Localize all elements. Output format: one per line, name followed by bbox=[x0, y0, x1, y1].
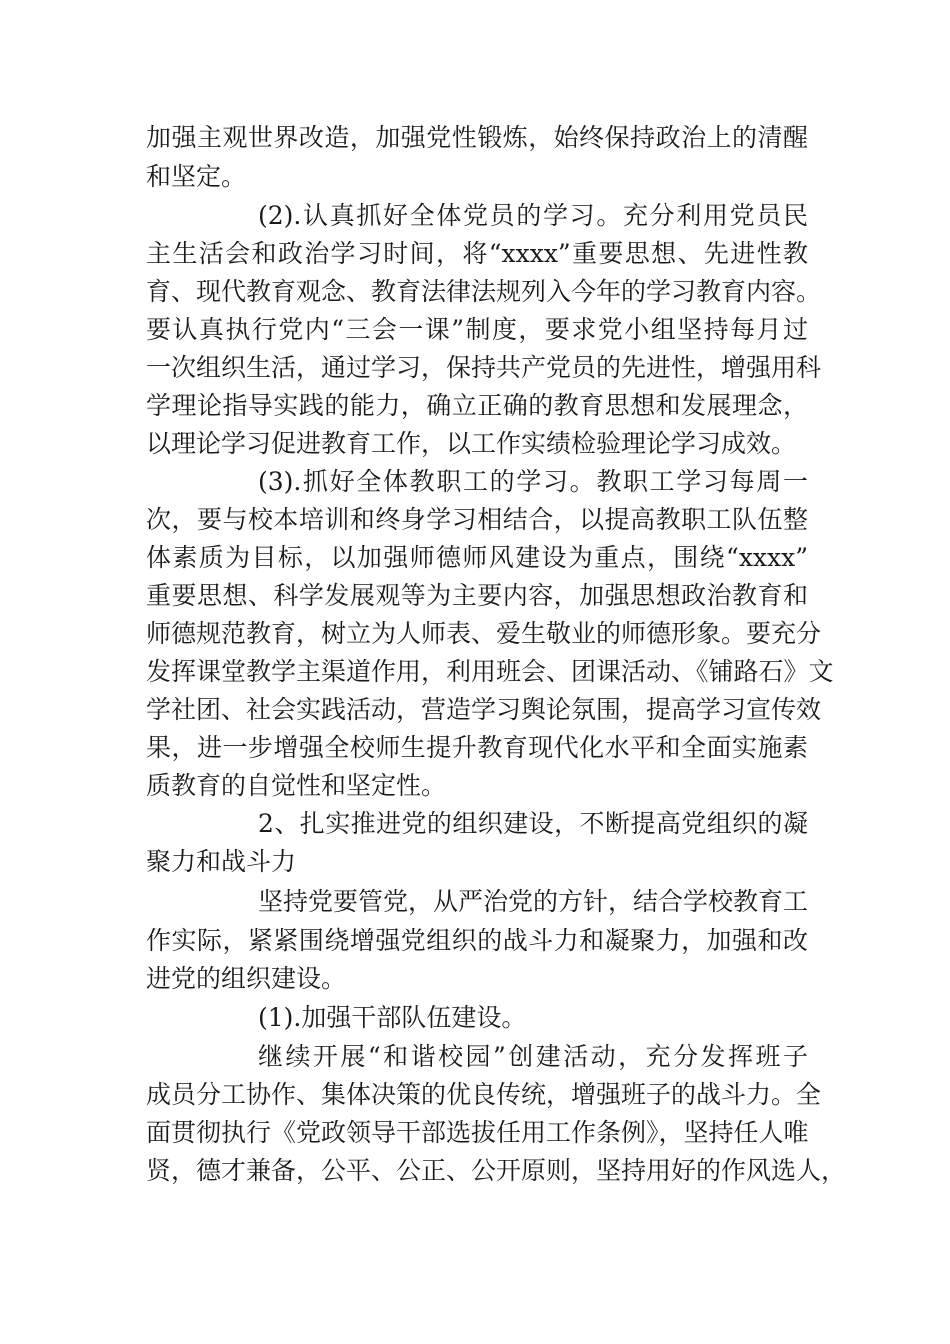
text-line: 和坚定。 bbox=[146, 162, 247, 191]
text-line: 重要思想、科学发展观等为主要内容，加强思想政治教育和 bbox=[146, 581, 808, 610]
paragraph-heading: (2).认真抓好全体党员的学习。充分利用党员民 bbox=[258, 201, 808, 230]
text-line: 要认真执行党内“三会一课”制度，要求党小组坚持每月过 bbox=[146, 315, 808, 344]
paragraph-start: 坚持党要管党，从严治党的方针，结合学校教育工 bbox=[258, 887, 809, 916]
section-heading: 2、扎实推进党的组织建设，不断提高党组织的凝 bbox=[258, 809, 808, 838]
text-line: 发挥课堂教学主渠道作用，利用班会、团课活动、《铺路石》文 bbox=[146, 657, 834, 686]
text-line: 师德规范教育，树立为人师表、爱生敬业的师德形象。要充分 bbox=[146, 619, 822, 648]
section-heading-continuation: 聚力和战斗力 bbox=[146, 847, 297, 876]
text-line: 学理论指导实践的能力，确立正确的教育思想和发展理念， bbox=[146, 391, 808, 420]
text-line: 面贯彻执行《党政领导干部选拔任用工作条例》，坚持任人唯 bbox=[146, 1118, 809, 1147]
text-line: 以理论学习促进教育工作，以工作实绩检验理论学习成效。 bbox=[146, 429, 797, 458]
text-line: 果，进一步增强全校师生提升教育现代化水平和全面实施素 bbox=[146, 733, 808, 762]
text-line: 次，要与校本培训和终身学习相结合，以提高教职工队伍整 bbox=[146, 505, 808, 534]
text-line: 进党的组织建设。 bbox=[146, 964, 347, 993]
text-line: 育、现代教育观念、教育法律法规列入今年的学习教育内容。 bbox=[146, 277, 822, 306]
paragraph-heading: (3).抓好全体教职工的学习。教职工学习每周一 bbox=[258, 467, 808, 496]
text-line: 加强主观世界改造，加强党性锻炼，始终保持政治上的清醒 bbox=[146, 123, 808, 152]
paragraph-start: 继续开展“和谐校园”创建活动，充分发挥班子 bbox=[258, 1042, 808, 1071]
text-line: 一次组织生活，通过学习，保持共产党员的先进性，增强用科 bbox=[146, 353, 822, 382]
paragraph-heading: (1).加强干部队伍建设。 bbox=[258, 1003, 527, 1032]
text-line: 主生活会和政治学习时间，将“xxxx”重要思想、先进性教 bbox=[146, 239, 808, 268]
text-line: 学社团、社会实践活动，营造学习舆论氛围，提高学习宣传效 bbox=[146, 695, 822, 724]
text-line: 成员分工协作、集体决策的优良传统，增强班子的战斗力。全 bbox=[146, 1080, 822, 1109]
text-line: 质教育的自觉性和坚定性。 bbox=[146, 771, 447, 800]
text-line: 作实际，紧紧围绕增强党组织的战斗力和凝聚力，加强和改 bbox=[146, 926, 808, 955]
text-line: 贤，德才兼备，公平、公正、公开原则，坚持用好的作风选人， bbox=[146, 1156, 847, 1185]
text-line: 体素质为目标，以加强师德师风建设为重点，围绕“xxxx” bbox=[146, 543, 808, 572]
